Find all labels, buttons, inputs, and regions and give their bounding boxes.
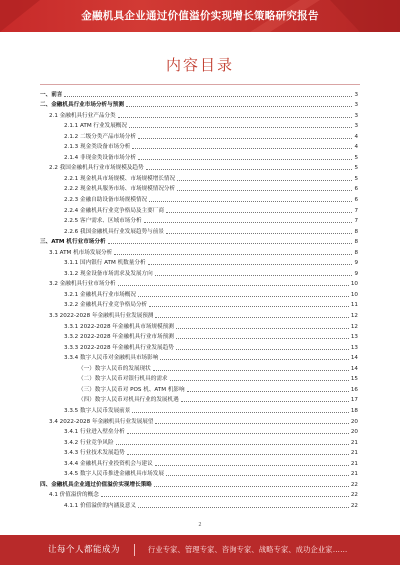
toc-leader-dots xyxy=(170,380,349,381)
toc-leader-dots xyxy=(176,338,349,339)
toc-entry-page: 21 xyxy=(350,450,358,457)
toc-entry[interactable] xyxy=(40,404,358,415)
footer-slogan: 让每个人都能成为 xyxy=(48,545,121,555)
toc-leader-dots xyxy=(177,180,352,181)
toc-leader-dots xyxy=(127,454,349,455)
toc-entry[interactable] xyxy=(40,151,358,162)
toc-leader-dots xyxy=(154,486,349,487)
toc-leader-dots xyxy=(114,254,352,255)
toc-entry-title: 3.4.4 金融机具行业投资机会与建议 xyxy=(64,460,153,467)
toc-entry-title: 3.2 金融机具行业市场分析 xyxy=(49,281,116,288)
toc-entry-page: 9 xyxy=(354,260,358,267)
toc-entry-title: （三）数字人民币对 POS 机、ATM 机影响 xyxy=(78,386,185,393)
toc-entry-page: 8 xyxy=(354,249,358,256)
toc-entry-title: 3.3.5 数字人民币发展前景 xyxy=(64,407,131,414)
toc-entry[interactable] xyxy=(40,288,358,299)
toc-entry-page: 22 xyxy=(350,481,358,488)
toc-entry[interactable] xyxy=(40,141,358,152)
toc-entry-page: 7 xyxy=(354,207,358,214)
toc-entry[interactable] xyxy=(40,341,358,352)
toc-entry[interactable] xyxy=(40,373,358,384)
toc-entry-title: （二）数字人民币对银行机具的需求 xyxy=(78,376,168,383)
toc-leader-dots xyxy=(155,465,349,466)
toc-entry-page: 17 xyxy=(350,397,358,404)
toc-entry[interactable] xyxy=(40,394,358,405)
toc-entry[interactable] xyxy=(40,246,358,257)
toc-entry-page: 3 xyxy=(354,102,358,109)
toc-entry-page: 5 xyxy=(354,175,358,182)
toc-entry-page: 11 xyxy=(350,302,358,309)
toc-entry-title: 3.4.3 行业技术发展趋势 xyxy=(64,450,125,457)
toc-leader-dots xyxy=(176,328,349,329)
toc-entry-page: 13 xyxy=(350,334,358,341)
toc-leader-dots xyxy=(116,444,349,445)
toc-entry[interactable] xyxy=(40,383,358,394)
toc-leader-dots xyxy=(138,159,352,160)
heading-divider xyxy=(40,84,360,85)
toc-entry-page: 21 xyxy=(350,460,358,467)
toc-entry-title: 3.1.2 现金设备市场需求及发展方向 xyxy=(64,270,153,277)
toc-entry-title: 4.1 价值溢价的概念 xyxy=(49,492,99,499)
toc-entry[interactable] xyxy=(40,236,358,247)
toc-leader-dots xyxy=(155,423,348,424)
toc-entry[interactable] xyxy=(40,183,358,194)
toc-entry-page: 3 xyxy=(354,112,358,119)
toc-entry-page: 12 xyxy=(350,323,358,330)
toc-entry-title: 二、金融机具行业市场分析与预测 xyxy=(40,102,124,109)
toc-entry-page: 22 xyxy=(350,502,358,509)
toc-entry-title: 2.1 金融机具行业产品分类 xyxy=(49,112,116,119)
toc-entry-page: 15 xyxy=(350,376,358,383)
toc-entry-page: 5 xyxy=(354,165,358,172)
toc-entry-title: 3.4.5 数字人民币推进金融机具市场发展 xyxy=(64,471,164,478)
toc-entry-title: 2.1.3 现金类设备市场分析 xyxy=(64,144,131,151)
toc-entry-page: 7 xyxy=(354,218,358,225)
toc-entry[interactable] xyxy=(40,457,358,468)
header-band xyxy=(0,0,400,32)
toc-entry[interactable] xyxy=(40,278,358,289)
toc-leader-dots xyxy=(138,507,349,508)
toc-entry[interactable] xyxy=(40,436,358,447)
toc-leader-dots xyxy=(153,370,349,371)
toc-entry-title: 2.1.2 二级分类产品市场分析 xyxy=(64,133,136,140)
toc-leader-dots xyxy=(118,117,353,118)
toc-entry-page: 5 xyxy=(354,154,358,161)
toc-entry-title: （一）数字人民币的发展现状 xyxy=(78,365,151,372)
toc-leader-dots xyxy=(146,169,353,170)
toc-entry[interactable] xyxy=(40,320,358,331)
toc-entry-page: 8 xyxy=(354,239,358,246)
toc-leader-dots xyxy=(166,212,353,213)
toc-leader-dots xyxy=(129,127,352,128)
toc-entry-title: 2.2.2 现金机具服务市场、市场规模情况分析 xyxy=(64,186,176,193)
toc-entry[interactable] xyxy=(40,215,358,226)
toc-leader-dots xyxy=(138,138,352,139)
toc-leader-dots xyxy=(101,496,349,497)
toc-entry-title: 2.2.5 客户需求、区域市场分析 xyxy=(64,218,142,225)
toc-entry-title: 2.1.1 ATM 行业发展概况 xyxy=(64,123,127,130)
toc-entry-page: 21 xyxy=(350,471,358,478)
toc-entry[interactable] xyxy=(40,193,358,204)
toc-entry-page: 4 xyxy=(354,133,358,140)
toc-entry-title: 3.3.1 2022-2028 年金融机具市场规模预测 xyxy=(64,323,174,330)
toc-entry-page: 3 xyxy=(354,91,358,98)
toc-entry[interactable] xyxy=(40,362,358,373)
toc-entry-title: 2.2.1 现金机具市场规模、市场规模增长情况 xyxy=(64,175,176,182)
toc-entry-title: 2.2.4 金融机具行业竞争格局及主要厂商 xyxy=(64,207,164,214)
toc-entry[interactable] xyxy=(40,299,358,310)
toc-entry[interactable] xyxy=(40,204,358,215)
toc-entry[interactable] xyxy=(40,415,358,426)
toc-entry-title: （四）数字人民币对机具行业的发展机遇 xyxy=(78,397,179,404)
toc-entry-page: 20 xyxy=(350,429,358,436)
toc-entry[interactable] xyxy=(40,447,358,458)
toc-entry-page: 6 xyxy=(354,186,358,193)
toc-entry-page: 6 xyxy=(354,197,358,204)
toc-entry[interactable] xyxy=(40,489,358,500)
toc-entry-title: 2.2.6 我国金融机具行业发展趋势与前景 xyxy=(64,228,164,235)
footer-band xyxy=(0,535,400,565)
toc-leader-dots xyxy=(177,190,352,191)
toc-leader-dots xyxy=(149,306,349,307)
toc-entry[interactable] xyxy=(40,267,358,278)
toc-entry-title: 3.2.2 金融机具行业竞争格局分析 xyxy=(64,302,148,309)
toc-entry-page: 4 xyxy=(354,144,358,151)
toc-entry-page: 14 xyxy=(350,365,358,372)
toc-entry[interactable] xyxy=(40,130,358,141)
toc-entry[interactable] xyxy=(40,162,358,173)
toc-entry-page: 3 xyxy=(354,123,358,130)
toc-entry-title: 4.1.1 价值溢价的内涵及意义 xyxy=(64,502,136,509)
toc-leader-dots xyxy=(166,233,353,234)
toc-entry-page: 20 xyxy=(350,418,358,425)
toc-entry-page: 18 xyxy=(350,407,358,414)
toc-leader-dots xyxy=(138,296,349,297)
toc-leader-dots xyxy=(155,317,348,318)
toc-leader-dots xyxy=(127,433,349,434)
toc-leader-dots xyxy=(64,96,352,97)
toc-leader-dots xyxy=(108,243,353,244)
footer-tagline: 行业专家、管理专家、咨询专家、战略专家、成功企业家…… xyxy=(148,545,348,554)
toc-entry[interactable] xyxy=(40,225,358,236)
toc-entry[interactable] xyxy=(40,331,358,342)
toc-entry-page: 21 xyxy=(350,439,358,446)
table-of-contents xyxy=(40,88,358,510)
toc-entry-title: 3.1.1 国内银行 ATM 机数量分析 xyxy=(64,260,146,267)
toc-entry[interactable] xyxy=(40,99,358,110)
toc-entry[interactable] xyxy=(40,172,358,183)
toc-entry-title: 3.4.1 行业进入壁垒分析 xyxy=(64,429,125,436)
toc-entry[interactable] xyxy=(40,499,358,510)
toc-entry[interactable] xyxy=(40,88,358,99)
toc-entry[interactable] xyxy=(40,478,358,489)
toc-entry[interactable] xyxy=(40,352,358,363)
toc-entry-page: 10 xyxy=(350,281,358,288)
toc-leader-dots xyxy=(166,475,349,476)
toc-entry-title: 一、前言 xyxy=(40,91,63,98)
toc-leader-dots xyxy=(187,391,349,392)
toc-entry-page: 12 xyxy=(350,313,358,320)
toc-entry[interactable] xyxy=(40,257,358,268)
toc-entry-title: 3.1 ATM 机市场发展分析 xyxy=(49,249,113,256)
toc-leader-dots xyxy=(181,401,349,402)
toc-entry-title: 四、金融机具企业通过价值溢价实现增长策略 xyxy=(40,481,152,488)
report-title: 金融机具企业通过价值溢价实现增长策略研究报告 xyxy=(81,10,319,22)
toc-entry-page: 8 xyxy=(354,228,358,235)
toc-entry-title: 2.2 我国金融机具行业市场规模及趋势 xyxy=(49,165,144,172)
toc-leader-dots xyxy=(132,412,349,413)
toc-entry-page: 13 xyxy=(350,344,358,351)
toc-leader-dots xyxy=(149,201,352,202)
toc-entry[interactable] xyxy=(40,426,358,437)
toc-leader-dots xyxy=(160,359,349,360)
toc-leader-dots xyxy=(132,148,352,149)
toc-leader-dots xyxy=(176,349,349,350)
toc-entry-title: 2.2.3 金融自助设备市场规模情况 xyxy=(64,197,148,204)
toc-entry[interactable] xyxy=(40,468,358,479)
page-number: 2 xyxy=(198,522,202,528)
toc-entry-page: 14 xyxy=(350,355,358,362)
toc-entry-page: 16 xyxy=(350,386,358,393)
toc-heading: 内容目录 xyxy=(165,56,234,74)
toc-entry-title: 3.4.2 行业竞争风险 xyxy=(64,439,114,446)
toc-entry-title: 3.4 2022-2028 年金融机具行业发展展望 xyxy=(49,418,154,425)
toc-entry-page: 22 xyxy=(350,492,358,499)
footer-divider xyxy=(134,544,135,556)
toc-leader-dots xyxy=(148,264,353,265)
toc-entry-title: 2.1.4 非现金类设备市场分析 xyxy=(64,154,136,161)
toc-entry[interactable] xyxy=(40,309,358,320)
toc-entry-title: 3.3.3 2022-2028 年金融机具行业发展趋势 xyxy=(64,344,174,351)
toc-entry[interactable] xyxy=(40,109,358,120)
toc-entry-title: 三、ATM 机行业市场分析 xyxy=(40,239,106,246)
toc-entry-page: 9 xyxy=(354,270,358,277)
toc-entry[interactable] xyxy=(40,120,358,131)
toc-entry-title: 3.2.1 金融机具行业市场概况 xyxy=(64,291,136,298)
toc-leader-dots xyxy=(144,222,353,223)
toc-leader-dots xyxy=(118,285,349,286)
toc-entry-title: 3.3.2 2022-2028 年金融机具行业市场预测 xyxy=(64,334,174,341)
toc-entry-title: 3.3 2022-2028 年金融机具行业发展预测 xyxy=(49,313,154,320)
toc-leader-dots xyxy=(126,106,353,107)
toc-leader-dots xyxy=(155,275,353,276)
toc-entry-title: 3.3.4 数字人民币对金融机具市场影响 xyxy=(64,355,159,362)
toc-entry-page: 10 xyxy=(350,291,358,298)
